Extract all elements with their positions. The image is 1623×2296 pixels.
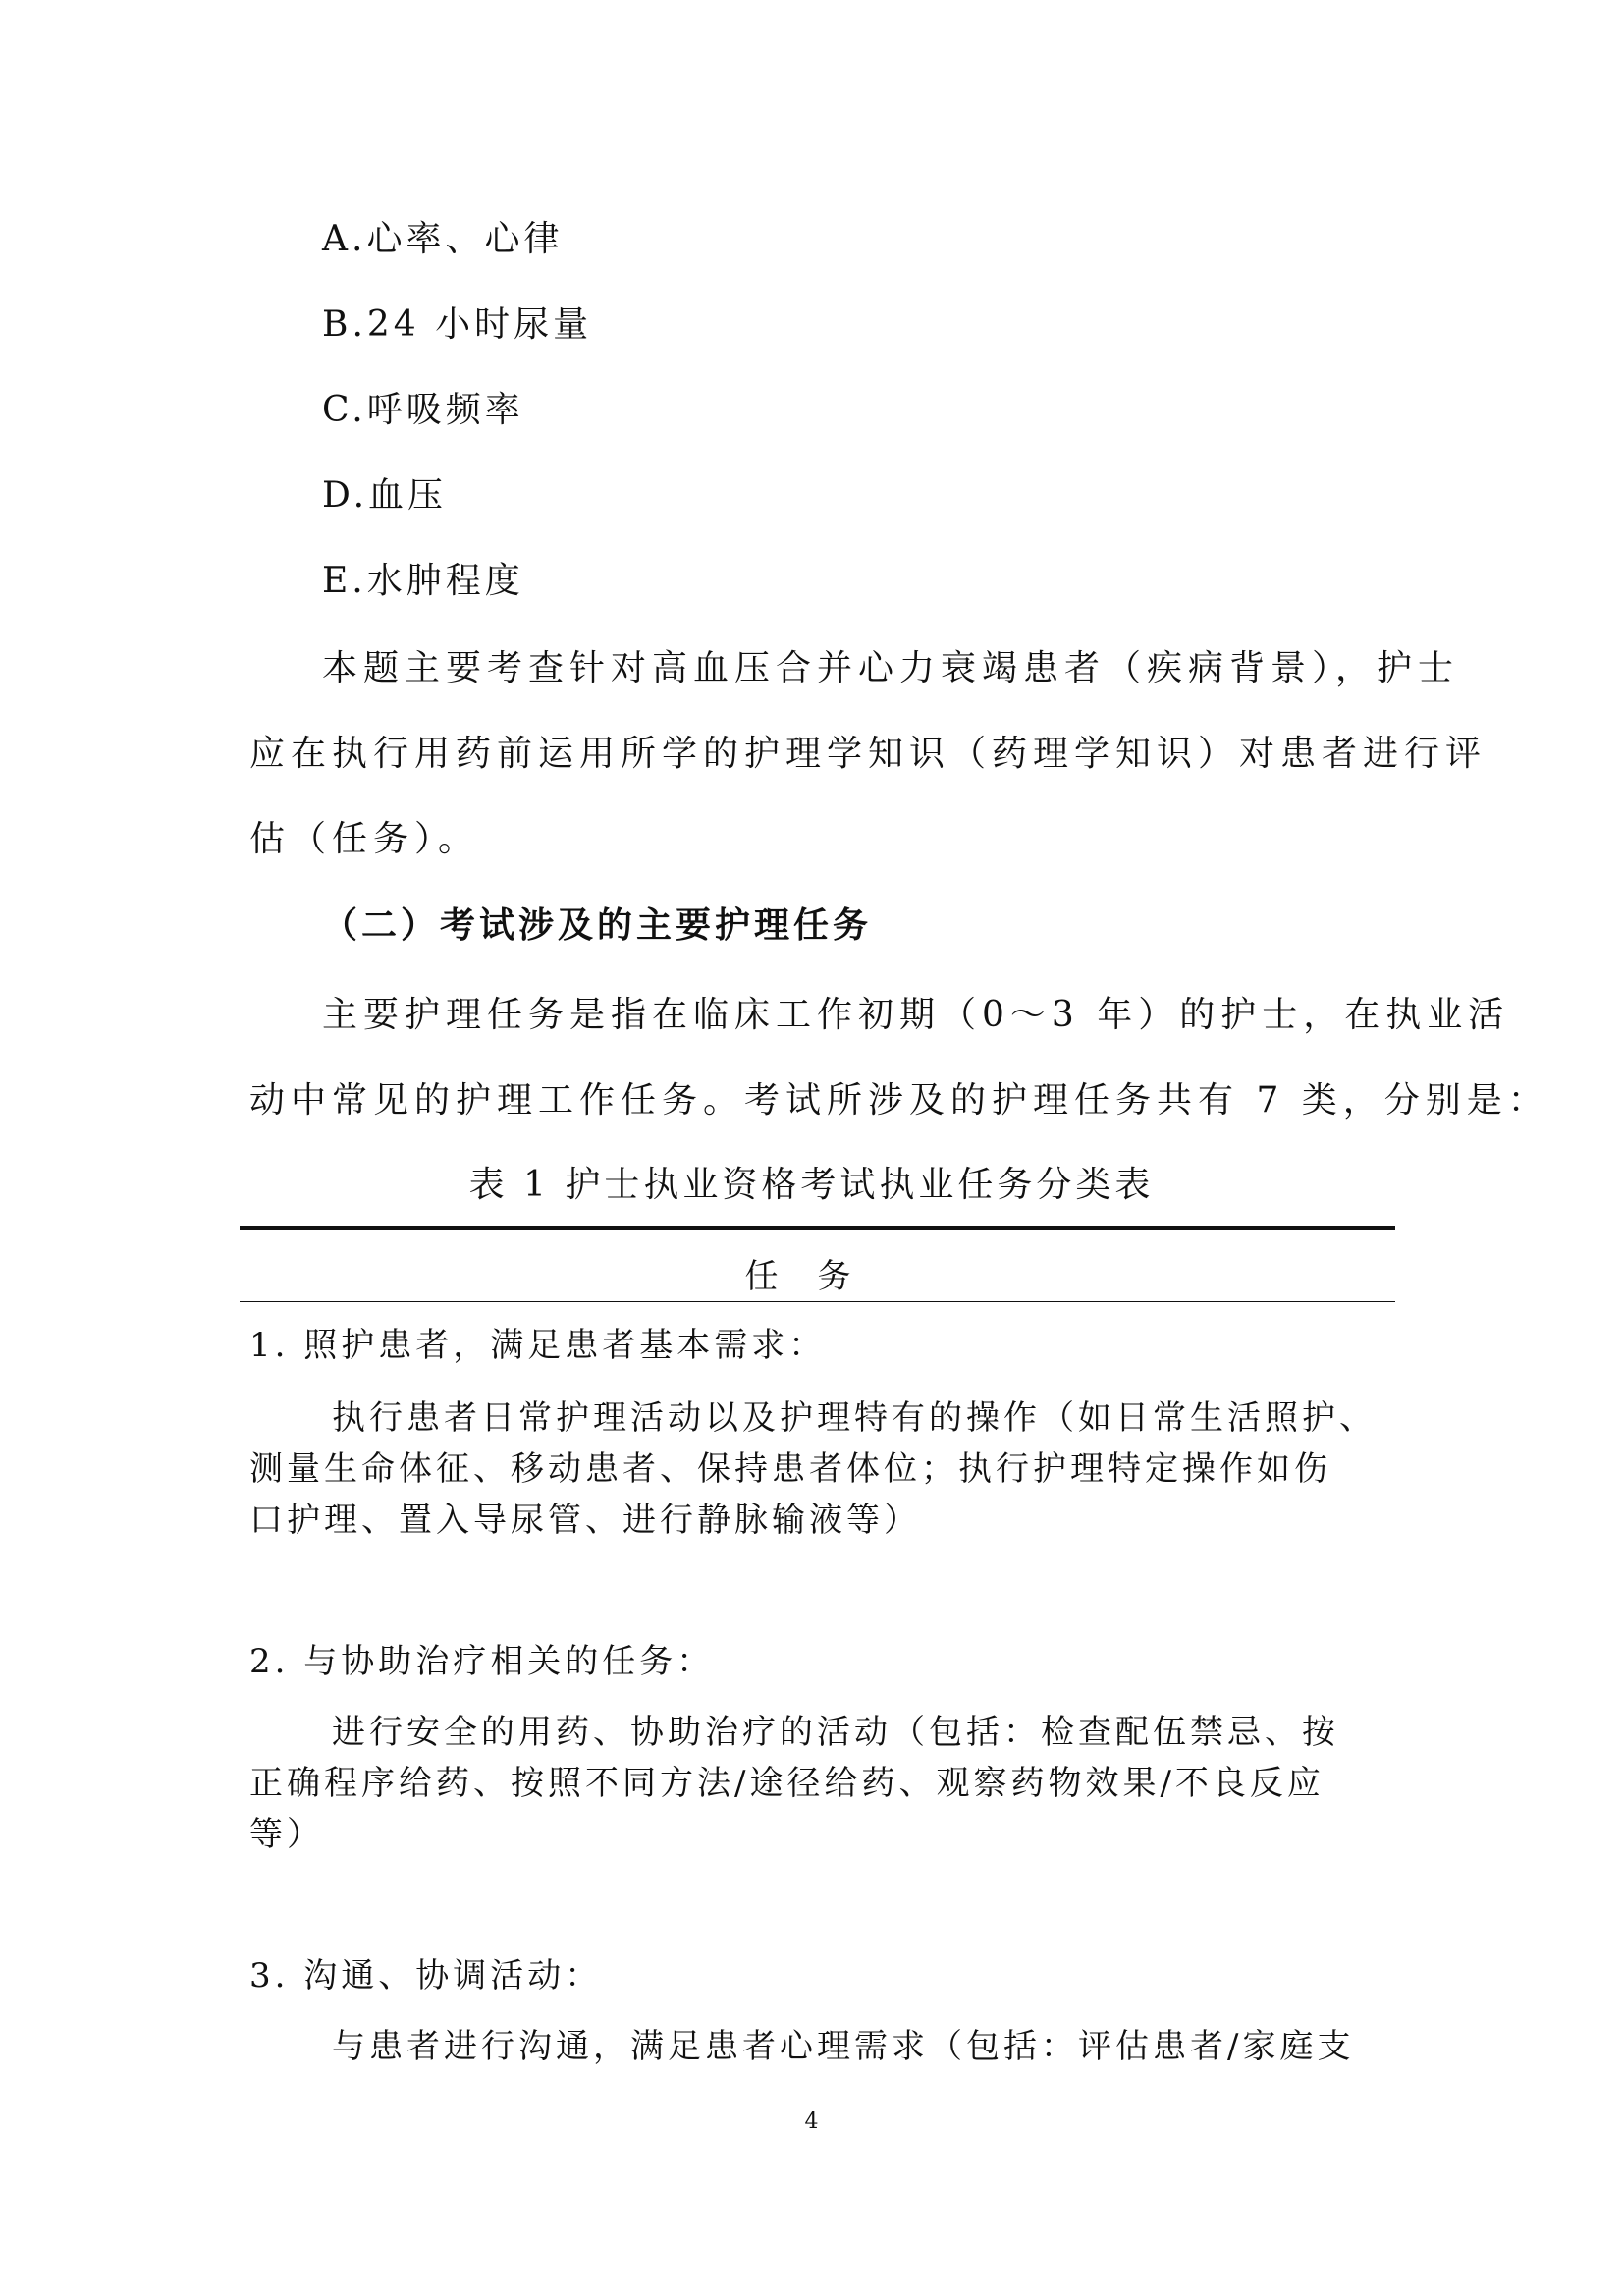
task-item-desc: 进行安全的用药、协助治疗的活动（包括：检查配伍禁忌、按 — [332, 1713, 1339, 1752]
table-caption: 表 1 护士执业资格考试执业任务分类表 — [468, 1165, 1155, 1205]
explanation-line: 估（任务）。 — [249, 819, 480, 859]
table-top-rule — [240, 1226, 1395, 1230]
option-b: B.24 小时尿量 — [322, 304, 593, 345]
page-number: 4 — [804, 2109, 819, 2134]
explanation-line: 本题主要考查针对高血压合并心力衰竭患者（疾病背景），护士 — [322, 648, 1460, 688]
section-heading: （二）考试涉及的主要护理任务 — [322, 905, 873, 946]
task-item-desc: 执行患者日常护理活动以及护理特有的操作（如日常生活照护、 — [332, 1398, 1377, 1438]
option-c: C.呼吸频率 — [322, 390, 524, 430]
explanation-line: 应在执行用药前运用所学的护理学知识（药理学知识）对患者进行评 — [249, 734, 1488, 774]
task-item-title: 1. 照护患者，满足患者基本需求： — [249, 1326, 827, 1365]
task-item-title: 3. 沟通、协调活动： — [249, 1956, 603, 1995]
task-item-desc: 正确程序给药、按照不同方法/途径给药、观察药物效果/不良反应 — [249, 1764, 1325, 1803]
task-item-desc: 等） — [249, 1815, 324, 1854]
section-paragraph-line: 主要护理任务是指在临床工作初期（0～3 年）的护士，在执业活 — [322, 995, 1510, 1035]
section-paragraph-line: 动中常见的护理工作任务。考试所涉及的护理任务共有 7 类，分别是： — [249, 1080, 1549, 1121]
task-item-desc: 口护理、置入导尿管、进行静脉输液等） — [249, 1501, 921, 1540]
table-header-rule — [240, 1301, 1395, 1302]
option-d: D.血压 — [322, 475, 448, 516]
table-header: 任务 — [744, 1257, 891, 1296]
task-item-title: 2. 与协助治疗相关的任务： — [249, 1642, 715, 1681]
task-item-desc: 测量生命体征、移动患者、保持患者体位；执行护理特定操作如伤 — [249, 1449, 1331, 1489]
task-item-desc: 与患者进行沟通，满足患者心理需求（包括：评估患者/家庭支 — [332, 2027, 1355, 2066]
option-e: E.水肿程度 — [322, 561, 524, 601]
option-a: A.心率、心律 — [322, 219, 564, 259]
